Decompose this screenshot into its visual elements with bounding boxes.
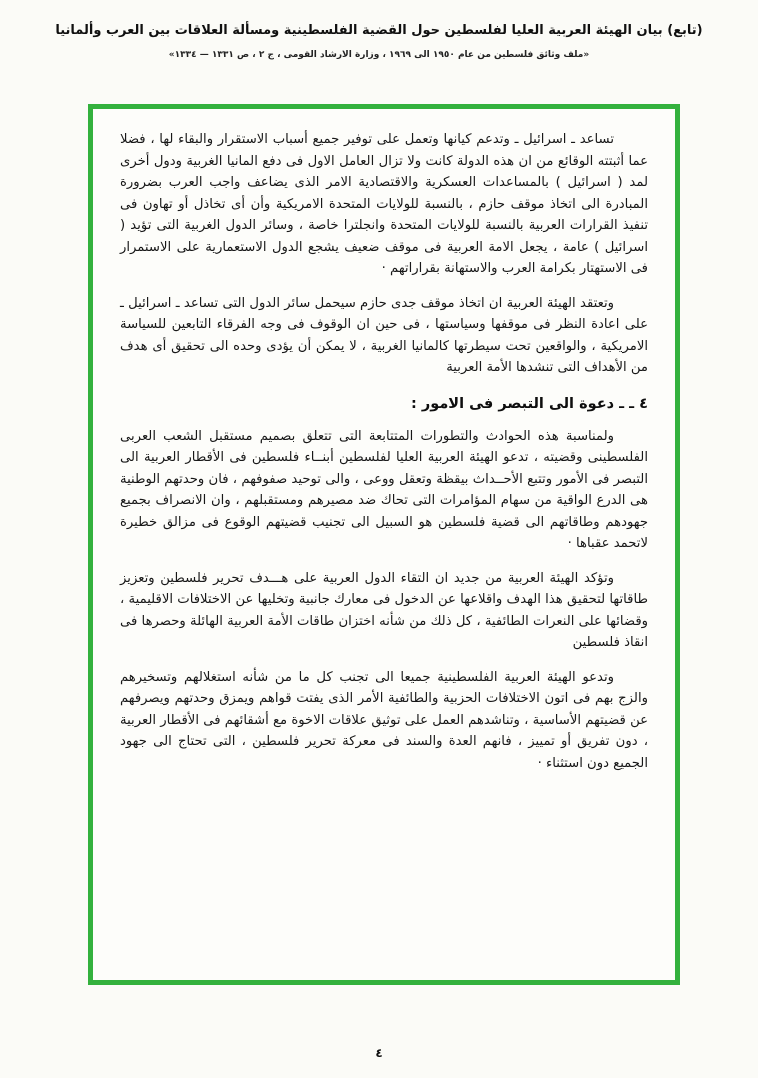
document-source-citation: «ملف وثائق فلسطين من عام ١٩٥٠ الى ١٩٦٩ ، وزارة الارشاد القومى ، ج ٢ ، ص ١٣٣١ — ١٣٣٤» [168, 49, 590, 60]
paragraph-appeal-to-palestinians: وتدعو الهيئة العربية الفلسطينية جميعا الى تجنب كل ما من شأنه استغلالهم وتسخيرهم والزج بهم فى اتون الاختلافات الحزبية والطائفية الأمر الذى يفتت قواهم ويمزق وحدتهم ويصرفهم عن قضيتهم الأساسية ، وتناشدهم العمل على توثيق علاقات الاخوة مع أشقائهم فى الأقطار العربية ، دون تفريق أو تمييز ، فانهم العدة والسند فى معركة تحرير فلسطين ، التى تحتاج الى جهود الجميع دون استثناء · [120, 669, 648, 771]
paragraph-call-to-unity: ولمناسبة هذه الحوادث والتطورات المتتابعة التى تتعلق بصميم مستقبل الشعب العربى الفلسطينى وقضيته ، تدعو الهيئة العربية العليا لفلسطين أبنــاء فلسطين فى الأقطار العربية الى التبصر فى الأمور وتتبع الأحــداث بيقظة وتعقل ووعى ، والى توحيد صفوفهم ، فان وحدتهم الوطنية هى الدرع الواقية من سهام المؤامرات التى تحاك ضد مصيرهم ومستقبلهم ، وان الانصراف بجميع جهودهم وطاقاتهم الى قضية فلسطين هو السبيل الى تجنيب قضيتهم الوقوع فى مزالق خطيرة لاتحمد عقباها · [120, 428, 648, 552]
paragraph-firm-stance: وتعتقد الهيئة العربية ان اتخاذ موقف جدى حازم سيحمل سائر الدول التى تساعد ـ اسرائيل ـ على اعادة النظر فى موقفها وسياستها ، فى حين ان الوقوف فى وجه الفرقاء التابعين للسياسة الامريكية ، والواقعين تحت سيطرتها كالمانيا الغربية ، لا يمكن أن يؤدى وحده الى تحقيق أى هدف من الأهداف التى تنشدها الأمة العربية [120, 295, 648, 376]
paragraph-arab-states-goal: وتؤكد الهيئة العربية من جديد ان التقاء الدول العربية على هـــدف تحرير فلسطين وتعزيز طاقاتها لتحقيق هذا الهدف واقلاعها عن الدخول فى معارك جانبية وتخليها عن الاختلافات الاقليمية ، وقضائها على النعرات الطائفية ، كل ذلك من شأنه اختزان طاقات الأمة العربية الهائلة وحصرها فى انقاذ فلسطين [120, 570, 648, 651]
document-header [18, 22, 740, 60]
paragraph-israel-support: تساعد ـ اسرائيل ـ وتدعم كيانها وتعمل على توفير جميع أسباب الاستقرار والبقاء لها ، فضلا عما أثبتته الوقائع من ان هذه الدولة كانت ولا تزال العامل الاول فى دفع المانيا الغربية ودول أخرى لمد ( اسرائيل ) بالمساعدات العسكرية والاقتصادية الامر الذى يضاعف واجب العرب بضرورة المبادرة الى اتخاذ موقف حازم ، بالنسبة للولايات المتحدة الامريكية وأن أى تخاذل أو تهاون فى تنفيذ القرارات العربية بالنسبة للولايات المتحدة وانجلترا خاصة ، وسائر الدول الغربية التى تؤيد ( اسرائيل ) عامة ، يجعل الامة العربية فى موقف ضعيف يشجع الدول الاستعمارية على الاستمرار فى الاستهتار بكرامة العرب والاستهانة بقراراتهم · [120, 132, 648, 277]
green-border-frame [88, 104, 680, 985]
document-title: (تابع) بيان الهيئة العربية العليا لفلسطين حول القضية الفلسطينية ومسألة العلاقات بين العرب وألمانيا [55, 23, 703, 38]
section-heading-call-for-insight: ٤ ـ ـ دعوة الى التبصر فى الامور : [411, 395, 648, 412]
page-number: ٤ [375, 1046, 383, 1060]
